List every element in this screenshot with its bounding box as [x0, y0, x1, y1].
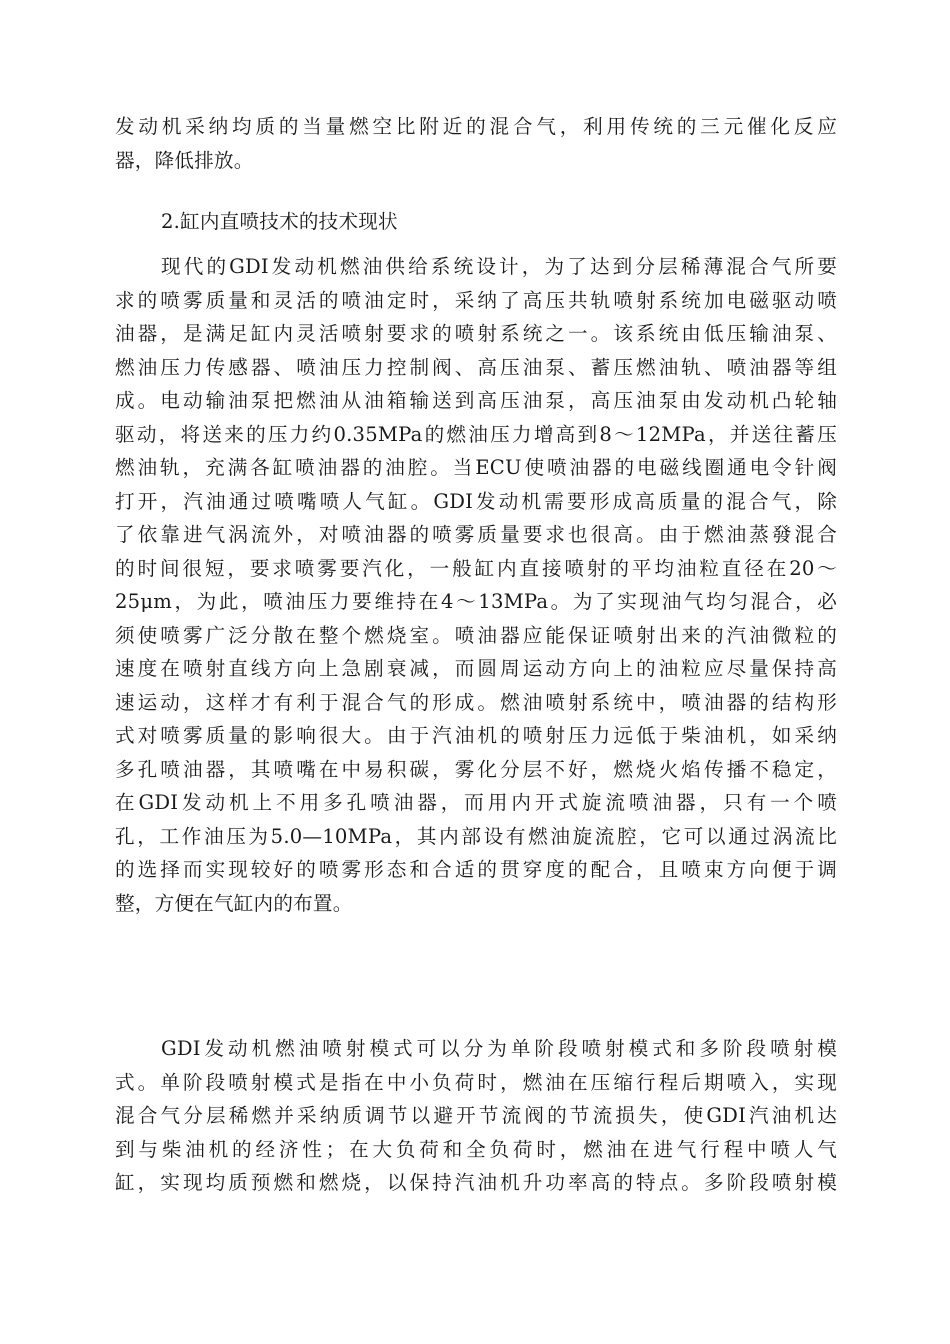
text-line: 打开，汽油通过喷嘴喷人气缸。GDI发动机需要形成高质量的混合气，除 — [115, 489, 837, 513]
text-line: 燃油压力传感器、喷油压力控制阀、高压油泵、蓄压燃油轨、喷油器等组 — [115, 355, 837, 379]
text-line: 器，降低排放。 — [115, 148, 254, 172]
text-line: 25μm，为此，喷油压力要维持在4～13MPa。为了实现油气均匀混合，必 — [115, 590, 837, 613]
text-line: 式。单阶段喷射模式是指在中小负荷时，燃油在压缩行程后期喷入，实现 — [115, 1070, 837, 1094]
text-line: 混合气分层稀燃并采纳质调节以避开节流阀的节流损失，使GDI汽油机达 — [115, 1104, 837, 1127]
text-line: 现代的GDI发动机燃油供给系统设计，为了达到分层稀薄混合气所要 — [161, 255, 837, 278]
paragraph-injection-modes — [115, 1032, 837, 1200]
text-line: 速度在喷射直线方向上急剧衰减，而圆周运动方向上的油粒应尽量保持高 — [115, 657, 837, 680]
text-line: 缸，实现均质预燃和燃烧，以保持汽油机升功率高的特点。多阶段喷射模 — [115, 1171, 837, 1194]
text-line: 在GDI发动机上不用多孔喷油器，而用内开式旋流喷油器，只有一个喷 — [115, 791, 837, 814]
heading-text: 2.缸内直喷技术的技术现状 — [161, 210, 398, 233]
text-line: 求的喷雾质量和灵活的喷油定时，采纳了高压共轨喷射系统加电磁驱动喷 — [115, 288, 837, 312]
text-line: 速运动，这样才有利于混合气的形成。燃油喷射系统中，喷油器的结构形 — [115, 690, 837, 714]
text-line: 成。电动输油泵把燃油从油箱输送到高压油泵，高压油泵由发动机凸轮轴 — [115, 389, 837, 412]
text-line: 式对喷雾质量的影响很大。由于汽油机的喷射压力远低于柴油机，如采纳 — [115, 724, 837, 747]
paragraph-gdi-fuel-system — [115, 250, 837, 920]
text-line: 了依靠进气涡流外，对喷油器的喷雾质量要求也很高。由于燃油蒸發混合 — [115, 523, 837, 546]
text-line: 孔，工作油压为5.0—10MPa，其内部设有燃油旋流腔，它可以通过涡流比 — [115, 824, 837, 848]
text-line: 整，方便在气缸内的布置。 — [115, 891, 353, 915]
text-line: 发动机采纳均质的当量燃空比附近的混合气，利用传统的三元催化反应 — [115, 115, 837, 138]
section-heading — [115, 205, 837, 239]
text-line: 驱动，将送来的压力约0.35MPa的燃油压力增高到8～12MPa，并送往蓄压 — [115, 422, 837, 446]
text-line: 须使喷雾广泛分散在整个燃烧室。喷油器应能保证喷射出来的汽油微粒的 — [115, 623, 837, 647]
text-line: 燃油轨，充满各缸喷油器的油腔。当ECU使喷油器的电磁线圈通电令针阀 — [115, 456, 837, 479]
text-line: 的时间很短，要求喷雾要汽化，一般缸内直接喷射的平均油粒直径在20～ — [115, 556, 837, 580]
text-line: 多孔喷油器，其喷嘴在中易积碳，雾化分层不好，燃烧火焰传播不稳定， — [115, 757, 837, 781]
text-line: 的选择而实现较好的喷雾形态和合适的贯穿度的配合，且喷束方向便于调 — [115, 858, 837, 881]
text-line: 到与柴油机的经济性；在大负荷和全负荷时，燃油在进气行程中喷人气 — [115, 1137, 837, 1161]
paragraph-engine-emissions — [115, 110, 837, 177]
text-line: GDI发动机燃油喷射模式可以分为单阶段喷射模式和多阶段喷射模 — [161, 1037, 837, 1060]
text-line: 油器，是满足缸内灵活喷射要求的喷射系统之一。该系统由低压输油泵、 — [115, 322, 837, 345]
